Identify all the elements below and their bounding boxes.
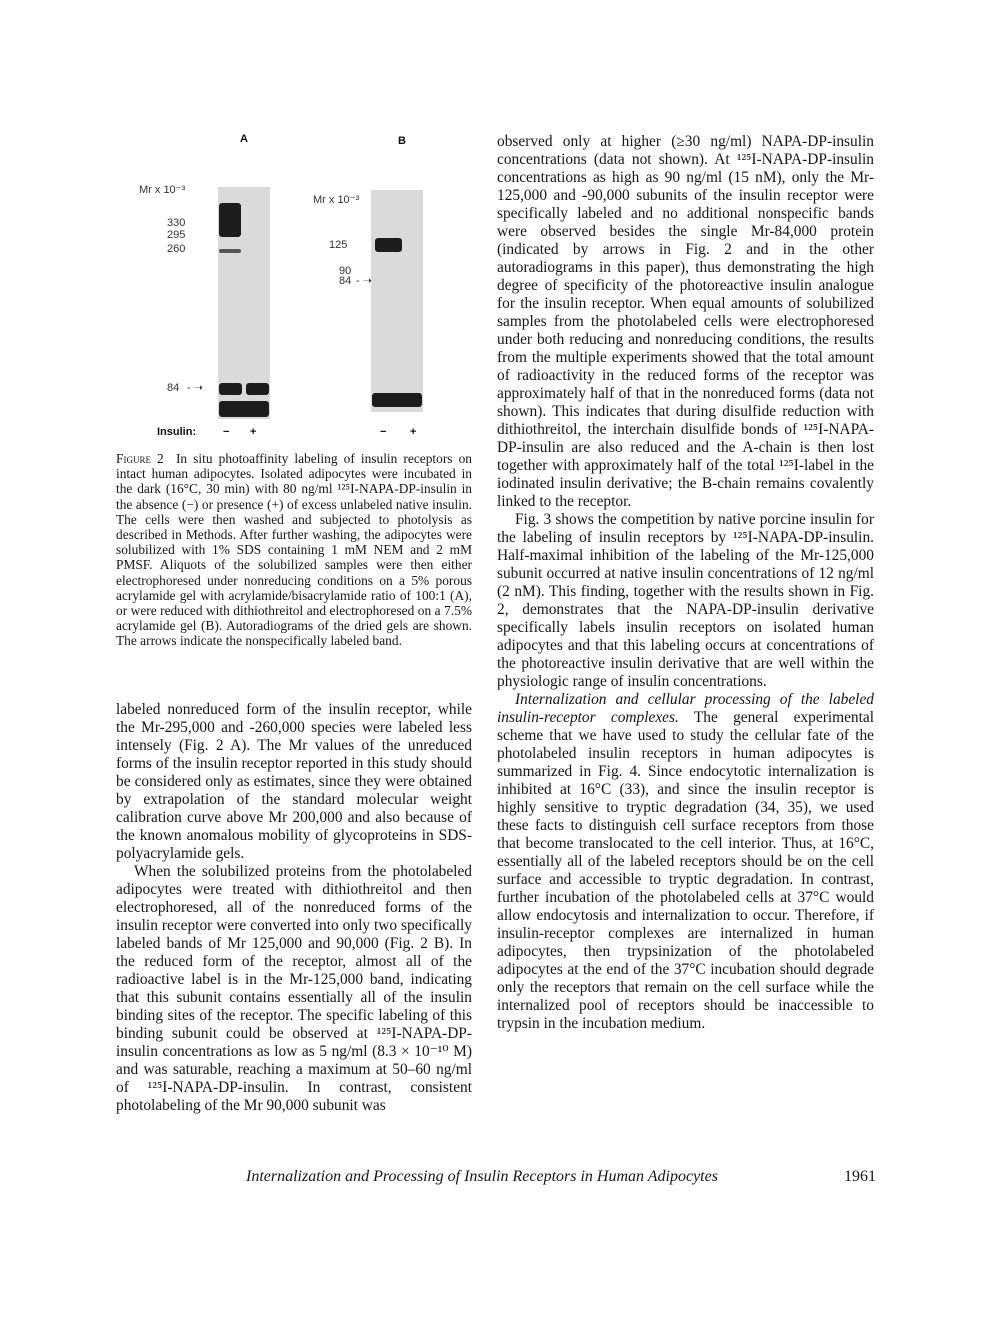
band-330: [219, 203, 241, 237]
marker-84-b: 84: [339, 275, 352, 287]
panel-b-gel: [371, 190, 423, 412]
right-paragraph-3-text: The general experimental scheme that we have used to study the cellular fate of the photolabeled insulin receptors in human adipocytes is summarized in Fig. 4. Since endocytotic internalization is inhibited at 16°C (33), and since the insulin receptor is highly sensitive to tryptic degradation (34, 35), we used these facts to distinguish cell surface receptors from those that become translocated to the cell interior. Thus, at 16°C, essentially all of the labeled receptors should be on the cell surface and accessible to tryptic degradation. In contrast, further incubation of the photolabeled cells at 37°C would allow endocytosis and internalization to occur. Therefore, if insulin-receptor complexes are internalized in human adipocytes, then trypsinization of the photolabeled adipocytes at the end of the 37°C incubation should degrade only the receptors that remain on the cell surface while the internalized pool of receptors should be inaccessible to trypsin in the incubation medium.: [497, 709, 874, 1032]
band-front-a: [219, 401, 269, 417]
left-paragraph-1: labeled nonreduced form of the insulin receptor, while the Mr-295,000 and -260,000 species were labeled less intensely (Fig. 2 A). The Mr values of the unreduced forms of the insulin receptor reported in this study should be considered only as estimates, since they were obtained by extrapolation of the standard molecular weight calibration curve above Mr 200,000 and also because of the known anomalous mobility of glycoproteins in SDS-polyacrylamide gels.: [116, 701, 472, 862]
insulin-label: Insulin:: [157, 426, 197, 438]
lane-a-plus: +: [250, 426, 257, 438]
marker-90: 90: [339, 265, 352, 277]
figure-2-autoradiogram: [115, 125, 475, 450]
panel-b-mr-label: Mr x 10⁻³: [313, 194, 360, 206]
lane-b-minus: −: [380, 426, 387, 438]
section-heading: Internalization and cellular processing of the labeled insulin-receptor complexes.: [497, 691, 874, 726]
running-title: Internalization and Processing of Insulin Receptors in Human Adipocytes: [246, 1168, 718, 1185]
caption-label: Figure 2: [116, 451, 164, 466]
band-125: [375, 238, 402, 252]
marker-330: 330: [167, 217, 186, 229]
left-column: [116, 701, 472, 1115]
lane-a-minus: −: [223, 426, 230, 438]
band-front-b: [372, 393, 422, 407]
marker-84-a: 84: [167, 382, 180, 394]
right-column: [497, 133, 874, 1033]
lane-b-plus: +: [410, 426, 417, 438]
band-260: [219, 249, 241, 253]
arrow-84-a: - ➝: [187, 382, 203, 394]
left-paragraph-2: When the solubilized proteins from the photolabeled adipocytes were treated with dithiothreitol and then electrophoresed, all of the nonreduced forms of the insulin receptor were converted into only two specifically labeled bands of Mr 125,000 and 90,000 (Fig. 2 B). In the reduced form of the receptor, almost all of the radioactive label is in the Mr-125,000 band, indicating that this subunit contains essentially all of the insulin binding sites of the receptor. The specific labeling of this binding subunit could be observed at ¹²⁵I-NAPA-DP-insulin concentrations as low as 5 ng/ml (8.3 × 10⁻¹⁰ M) and was saturable, reaching a maximum at 50–60 ng/ml of ¹²⁵I-NAPA-DP-insulin. In contrast, consistent photolabeling of the Mr 90,000 subunit was: [116, 863, 472, 1114]
band-84-a-minus: [219, 383, 242, 395]
figure-caption: [116, 451, 472, 649]
right-paragraph-1: observed only at higher (≥30 ng/ml) NAPA-DP-insulin concentrations (data not shown). At ¹²⁵I-NAPA-DP-insulin concentrations as high as 90 ng/ml (15 nM), only the Mr-125,000 and -90,000 subunits of the insulin receptor were specifically labeled and no additional nonspecific bands were observed besides the single Mr-84,000 protein (indicated by arrows in Fig. 2 and in the other autoradiograms in this paper), thus demonstrating the high degree of specificity of the photoreactive insulin analogue for the insulin receptor. When equal amounts of solubilized samples from the photolabeled cells were electrophoresed under both reducing and nonreducing conditions, the results from the multiple experiments showed that the total amount of radioactivity in the reduced forms of the receptor was approximately half of that in the nonreduced forms (data not shown). This indicates that during disulfide reduction with dithiothreitol, the interchain disulfide bonds of ¹²⁵I-NAPA-DP-insulin are also reduced and the A-chain is then lost together with approximately half of the total ¹²⁵I-label in the iodinated insulin derivative; the B-chain remains covalently linked to the receptor.: [497, 133, 874, 510]
panel-b-label: B: [398, 135, 406, 147]
caption-text: In situ photoaffinity labeling of insulin receptors on intact human adipocytes. Isolated adipocytes were incubated in the dark (16°C, 30 min) with 80 ng/ml ¹²⁵I-NAPA-DP-insulin in the absence (−) or presence (+) of excess unlabeled native insulin. The cells were then washed and subjected to photolysis as described in Methods. After further washing, the adipocytes were solubilized with 1% SDS containing 1 mM NEM and 2 mM PMSF. Aliquots of the solubilized samples were then either electrophoresed under nonreducing conditions on a 5% porous acrylamide gel with acrylamide/bisacrylamide ratio of 100:1 (A), or were reduced with dithiothreitol and electrophoresed on a 7.5% acrylamide gel (B). Autoradiograms of the dried gels are shown. The arrows indicate the nonspecifically labeled band.: [116, 451, 472, 649]
panel-a-label: A: [240, 133, 248, 145]
band-84-a-plus: [246, 383, 269, 395]
right-paragraph-2: Fig. 3 shows the competition by native porcine insulin for the labeling of insulin receptors by ¹²⁵I-NAPA-DP-insulin. Half-maximal inhibition of the labeling of the Mr-125,000 subunit occurred at native insulin concentrations of 12 ng/ml (2 nM). This finding, together with the results shown in Fig. 2, demonstrates that the NAPA-DP-insulin derivative specifically labels insulin receptors on isolated human adipocytes and that this labeling occurs at concentrations of the photoreactive insulin derivative that are well within the physiologic range of insulin concentrations.: [497, 511, 874, 690]
right-paragraph-3: [497, 691, 874, 1033]
panel-a-mr-label: Mr x 10⁻³: [139, 184, 186, 196]
arrow-84-b: - ➝: [356, 275, 372, 287]
marker-125: 125: [329, 239, 348, 251]
marker-295: 295: [167, 229, 186, 241]
marker-260: 260: [167, 243, 186, 255]
page-number: 1961: [844, 1168, 876, 1185]
